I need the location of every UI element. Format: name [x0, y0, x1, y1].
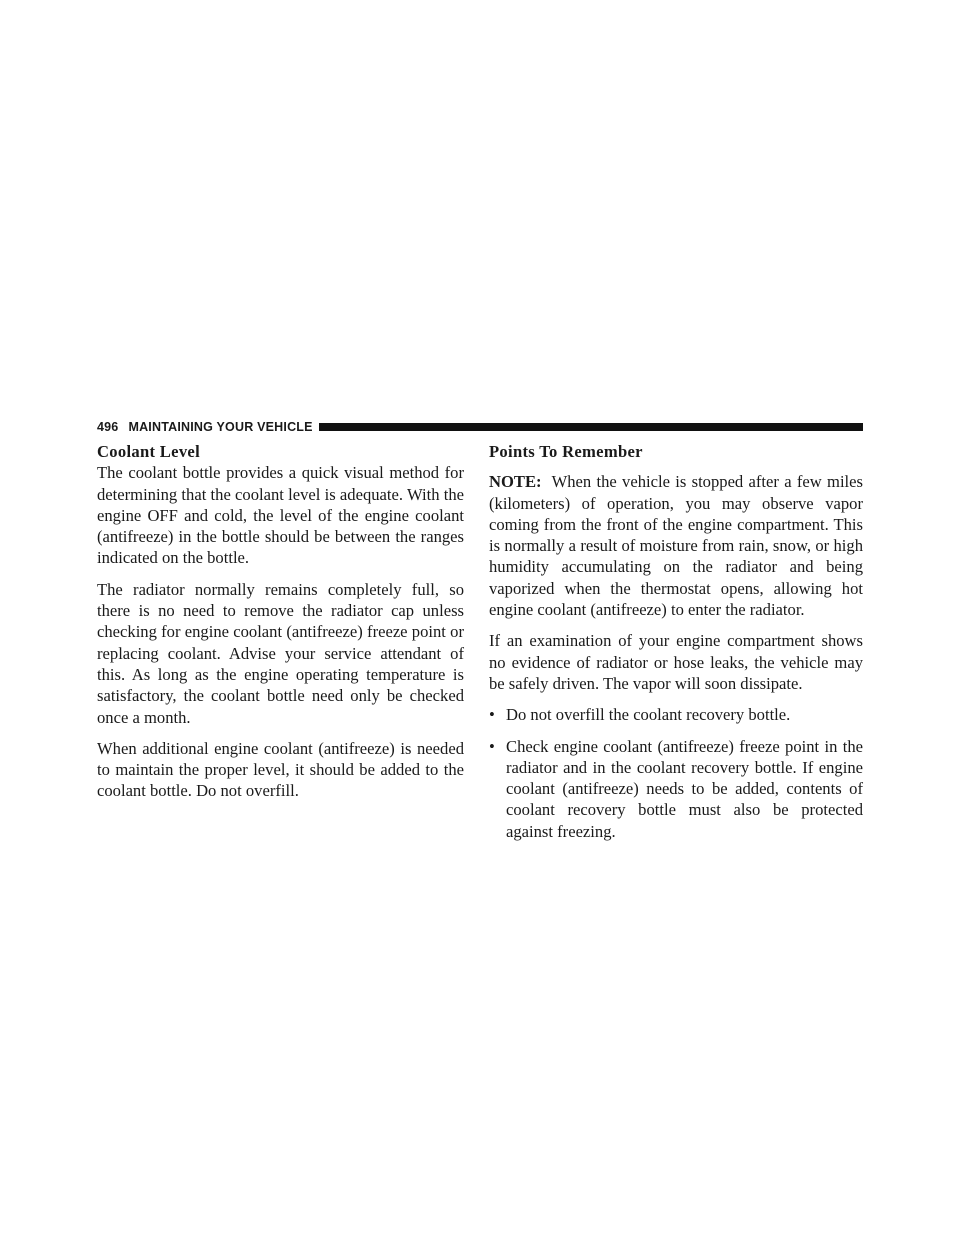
left-column	[97, 441, 464, 812]
bullet-icon: •	[489, 705, 495, 725]
coolant-level-paragraph-3: When additional engine coolant (antifreeze) is needed to maintain the proper level, it should be added to the coolant bottle. Do not overfill.	[97, 738, 464, 801]
bullet-text: Do not overfill the coolant recovery bottle.	[506, 705, 791, 725]
points-to-remember-heading: Points To Remember	[489, 442, 643, 461]
bullet-list	[489, 704, 863, 842]
coolant-level-heading: Coolant Level	[97, 442, 200, 461]
page-number: 496	[97, 420, 119, 434]
note-text: When the vehicle is stopped after a few miles (kilometers) of operation, you may observe vapor coming from the front of the engine compartment. This is normally a result of moisture from rain, snow, or high humidity accumulating on the radiator and being vaporized when the thermostat opens, allowing hot engine coolant (antifreeze) to enter the radiator.	[489, 472, 863, 620]
list-item	[489, 704, 863, 725]
bullet-text: Check engine coolant (antifreeze) freeze point in the radiator and in the coolant recovery bottle. If engine coolant (antifreeze) needs to be added, contents of coolant recovery bottle must also be protected against freezing.	[506, 736, 863, 841]
list-item	[489, 736, 863, 842]
note-label: NOTE:	[489, 472, 542, 492]
coolant-level-paragraph-1: The coolant bottle provides a quick visual method for determining that the coolant level is adequate. With the engine OFF and cold, the level of the engine coolant (antifreeze) in the bottle should be between the ranges indicated on the bottle.	[97, 463, 464, 568]
section-title: MAINTAINING YOUR VEHICLE	[128, 420, 313, 434]
note-paragraph	[489, 471, 863, 620]
page-header	[97, 419, 863, 435]
coolant-level-paragraph-2: The radiator normally remains completely full, so there is no need to remove the radiator cap unless checking for engine coolant (antifreeze) freeze point or replacing coolant. Advise your service attendant of this. As long as the engine operating temperature is satisfactory, the coolant bottle need only be checked once a month.	[97, 579, 464, 727]
right-column	[489, 441, 863, 852]
bullet-icon: •	[489, 736, 495, 756]
header-rule	[319, 423, 863, 431]
leak-check-paragraph: If an examination of your engine compartment shows no evidence of radiator or hose leaks, the vehicle may be safely driven. The vapor will soon dissipate.	[489, 631, 863, 693]
